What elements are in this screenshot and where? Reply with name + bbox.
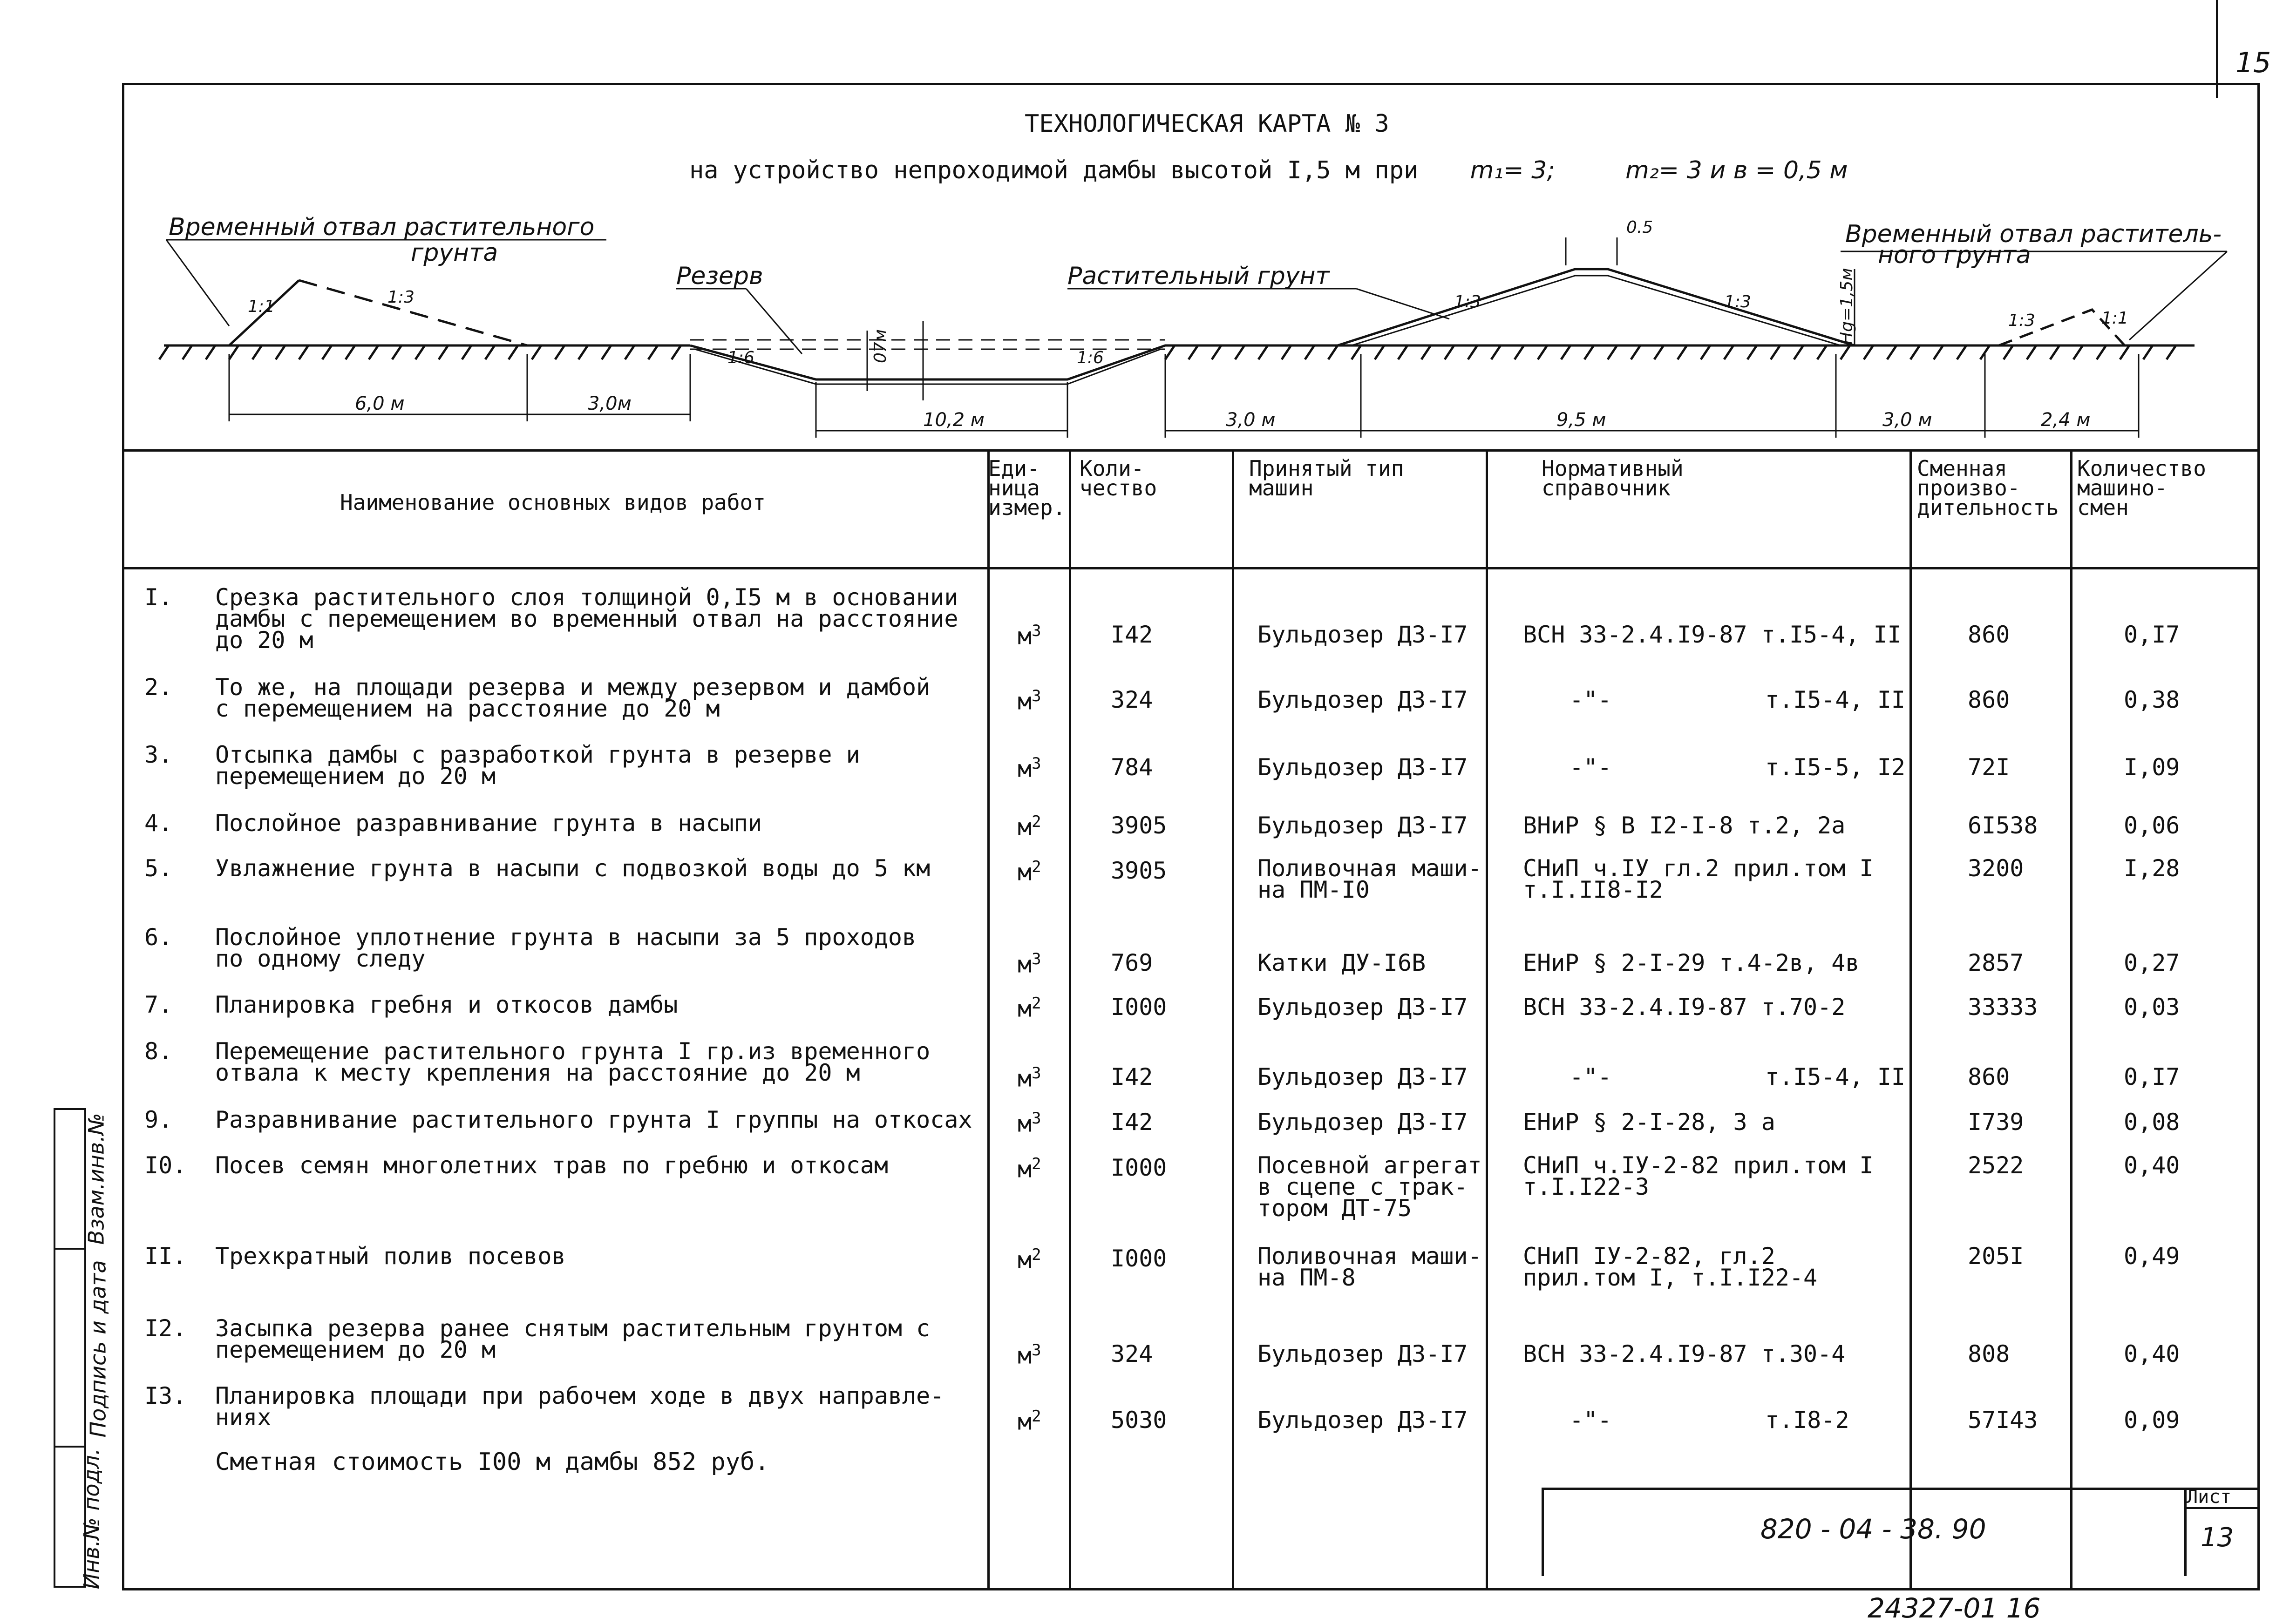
unit-power: 3 xyxy=(1032,754,1041,773)
header-unit: Еди- ница измер. xyxy=(988,456,1066,520)
slope-1-3-dam-right: 1:3 xyxy=(1724,292,1751,311)
footer-number: 24327-01 16 xyxy=(1868,1592,2041,1624)
quantity: I42 xyxy=(1111,1109,1153,1136)
machine-type: Поливочная маши- на ПМ-8 xyxy=(1257,1243,1482,1291)
unit-of-measure xyxy=(1018,1109,1041,1137)
machine-type: Бульдозер ДЗ-I7 xyxy=(1257,1109,1468,1136)
unit-of-measure xyxy=(1018,754,1041,783)
dim-3-left: 3,0м xyxy=(588,393,632,414)
row-number: I. xyxy=(144,584,173,611)
quantity: I000 xyxy=(1111,994,1167,1021)
col-divider-unit xyxy=(987,449,990,1590)
reserve-depth: 07м xyxy=(871,329,890,363)
shift-productivity: 860 xyxy=(1968,686,2010,713)
work-name: Перемещение растительного грунта I гр.из временного отвала к месту крепления на расстояние до 20 м xyxy=(215,1038,931,1086)
reference-a: СНиП IУ-2-82, гл.2 прил.том I, т.I.I22-4 xyxy=(1523,1243,1818,1291)
unit-power: 3 xyxy=(1032,950,1041,968)
reference-a: СНиП ч.IУ-2-82 прил.том I т.I.I22-3 xyxy=(1523,1152,1874,1200)
unit-base: м xyxy=(1018,1065,1032,1092)
unit-base: м xyxy=(1018,1246,1032,1274)
slope-1-6-a: 1:6 xyxy=(727,348,754,367)
dim-3-right: 3,0 м xyxy=(1882,409,1932,431)
unit-power: 3 xyxy=(1032,1109,1041,1128)
header-reference: Нормативный справочник xyxy=(1542,456,1684,501)
label-reserve: Резерв xyxy=(676,262,763,290)
unit-base: м xyxy=(1018,1110,1032,1137)
unit-power: 3 xyxy=(1032,1341,1041,1360)
row-number: 6. xyxy=(144,924,173,951)
reference-b: т.I8-2 xyxy=(1765,1407,1849,1434)
unit-base: м xyxy=(1018,688,1032,715)
label-topsoil: Растительный грунт xyxy=(1067,262,1330,290)
shift-productivity: I739 xyxy=(1968,1109,2024,1136)
quantity: 5030 xyxy=(1111,1407,1167,1434)
machine-shifts: I,28 xyxy=(2124,855,2180,882)
side-label-vzam: Взам.инв.№ xyxy=(83,1113,109,1245)
subtitle-prefix: на устройство непроходимой дамбы высотой I,5 м при xyxy=(689,156,1419,184)
dim-10-2: 10,2 м xyxy=(923,409,985,431)
unit-power: 3 xyxy=(1032,1064,1041,1083)
unit-base: м xyxy=(1018,1156,1032,1183)
col-divider-machine xyxy=(1232,449,1234,1590)
reference-b: т.I5-4, II xyxy=(1765,686,1906,713)
row-number: 5. xyxy=(144,855,173,882)
slope-1-1-left: 1:1 xyxy=(248,297,275,316)
reference-a: -"- xyxy=(1570,1407,1612,1434)
machine-shifts: 0,40 xyxy=(2124,1340,2180,1367)
table-header-divider xyxy=(122,567,2260,569)
unit-base: м xyxy=(1018,755,1032,783)
shift-productivity: 3200 xyxy=(1968,855,2024,882)
work-name: Планировка площади при рабочем ходе в двух направле- ниях xyxy=(215,1382,944,1431)
unit-of-measure xyxy=(1018,858,1041,886)
quantity: I000 xyxy=(1111,1245,1167,1272)
work-name: Трехкратный полив посевов xyxy=(215,1243,566,1270)
machine-shifts: I,09 xyxy=(2124,754,2180,781)
work-name: Отсыпка дамбы с разработкой грунта в резерве и перемещением до 20 м xyxy=(215,741,860,790)
header-name: Наименование основных видов работ xyxy=(340,490,766,515)
machine-shifts: 0,03 xyxy=(2124,994,2180,1021)
unit-of-measure xyxy=(1018,1407,1041,1435)
quantity: 3905 xyxy=(1111,812,1167,839)
sheet-corner-number: 15 xyxy=(2235,47,2271,79)
unit-of-measure xyxy=(1018,994,1041,1022)
machine-type: Бульдозер ДЗ-I7 xyxy=(1257,621,1468,648)
shift-productivity: 205I xyxy=(1968,1243,2024,1270)
quantity: 324 xyxy=(1111,1340,1153,1367)
unit-of-measure xyxy=(1018,1245,1041,1274)
machine-type: Бульдозер ДЗ-I7 xyxy=(1257,1063,1468,1090)
work-name: Срезка растительного слоя толщиной 0,I5 м в основании дамбы с перемещением во временный отвал на расстояние до 20 м xyxy=(215,584,958,654)
machine-type: Катки ДУ-I6В xyxy=(1257,949,1426,976)
quantity: I42 xyxy=(1111,621,1153,648)
reference-a: ЕНиР § 2-I-28, 3 а xyxy=(1523,1109,1775,1136)
row-number: 4. xyxy=(144,810,173,837)
quantity: I42 xyxy=(1111,1063,1153,1090)
dim-6: 6,0 м xyxy=(355,393,405,414)
unit-base: м xyxy=(1018,1342,1032,1369)
reference-b: т.I5-5, I2 xyxy=(1765,754,1906,781)
row-number: 2. xyxy=(144,674,173,701)
reference-a: -"- xyxy=(1570,686,1612,713)
header-shifts: Количество машино- смен xyxy=(2077,456,2206,520)
machine-type: Бульдозер ДЗ-I7 xyxy=(1257,994,1468,1021)
dam-height: Hg=1,5м xyxy=(1837,268,1856,345)
col-divider-qty xyxy=(1069,449,1071,1590)
dim-2-4: 2,4 м xyxy=(2041,409,2091,431)
reference-a: СНиП ч.IУ гл.2 прил.том I т.I.II8-I2 xyxy=(1523,855,1874,903)
reference-a: ВСН 33-2.4.I9-87 т.70-2 xyxy=(1523,994,1846,1021)
label-temp-dump-left-2: грунта xyxy=(411,239,498,267)
reference-a: ВСН 33-2.4.I9-87 т.30-4 xyxy=(1523,1340,1846,1367)
machine-type: Бульдозер ДЗ-I7 xyxy=(1257,686,1468,713)
label-temp-dump-right-2: ного грунта xyxy=(1878,241,2031,269)
unit-base: м xyxy=(1018,859,1032,886)
unit-power: 3 xyxy=(1032,687,1041,705)
side-divider-1 xyxy=(54,1248,86,1250)
unit-of-measure xyxy=(1018,687,1041,715)
unit-base: м xyxy=(1018,623,1032,650)
slope-1-6-b: 1:6 xyxy=(1077,348,1104,367)
dim-9-5: 9,5 м xyxy=(1556,409,1606,431)
unit-of-measure xyxy=(1018,1064,1041,1092)
machine-shifts: 0,09 xyxy=(2124,1407,2180,1434)
row-number: I2. xyxy=(144,1315,187,1342)
reference-a: -"- xyxy=(1570,1063,1612,1090)
machine-shifts: 0,40 xyxy=(2124,1152,2180,1179)
side-label-podpis: Подпись и дата xyxy=(85,1260,111,1438)
slope-1-3-left: 1:3 xyxy=(387,288,414,307)
work-name: Посев семян многолетних трав по гребню и откосам xyxy=(215,1152,888,1179)
shift-productivity: 57I43 xyxy=(1968,1407,2038,1434)
row-number: II. xyxy=(144,1243,187,1270)
machine-type: Бульдозер ДЗ-I7 xyxy=(1257,812,1468,839)
unit-of-measure xyxy=(1018,950,1041,978)
unit-base: м xyxy=(1018,951,1032,978)
row-number: 3. xyxy=(144,741,173,768)
shift-productivity: 2522 xyxy=(1968,1152,2024,1179)
reference-a: ЕНиР § 2-I-29 т.4-2в, 4в xyxy=(1523,949,1860,976)
subtitle-m1: m₁= 3; xyxy=(1470,156,1555,184)
work-name: Увлажнение грунта в насыпи с подвозкой воды до 5 км xyxy=(215,855,931,882)
row-number: 8. xyxy=(144,1038,173,1065)
reference-a: ВСН 33-2.4.I9-87 т.I5-4, II xyxy=(1523,621,1902,648)
shift-productivity: 2857 xyxy=(1968,949,2024,976)
machine-type: Бульдозер ДЗ-I7 xyxy=(1257,1340,1468,1367)
reference-a: ВНиР § В I2-I-8 т.2, 2а xyxy=(1523,812,1846,839)
slope-1-3-dam-left: 1:3 xyxy=(1454,292,1481,311)
unit-of-measure xyxy=(1018,1155,1041,1183)
row-number: 7. xyxy=(144,991,173,1018)
subtitle-m2: m₂= 3 и в = 0,5 м xyxy=(1625,156,1848,184)
stamp-sheet-number: 13 xyxy=(2201,1522,2234,1553)
unit-power: 2 xyxy=(1032,858,1041,876)
col-divider-shifts xyxy=(2070,449,2072,1590)
shift-productivity: 6I538 xyxy=(1968,812,2038,839)
work-name: То же, на площади резерва и между резервом и дамбой с перемещением на расстояние до 20 м xyxy=(215,674,931,722)
quantity: 3905 xyxy=(1111,857,1167,884)
slope-1-3-right: 1:3 xyxy=(2008,311,2035,330)
unit-of-measure xyxy=(1018,622,1041,650)
reference-a: -"- xyxy=(1570,754,1612,781)
work-name: Разравнивание растительного грунта I группы на откосах xyxy=(215,1106,972,1133)
unit-base: м xyxy=(1018,995,1032,1022)
unit-power: 3 xyxy=(1032,622,1041,640)
col-divider-reference xyxy=(1486,449,1488,1590)
unit-power: 2 xyxy=(1032,1245,1041,1264)
work-name: Засыпка резерва ранее снятым растительным грунтом с перемещением до 20 м xyxy=(215,1315,931,1363)
row-number: 9. xyxy=(144,1106,173,1133)
header-qty: Коли- чество xyxy=(1080,456,1157,501)
unit-power: 2 xyxy=(1032,994,1041,1013)
machine-shifts: 0,06 xyxy=(2124,812,2180,839)
page-title: ТЕХНОЛОГИЧЕСКАЯ КАРТА № 3 xyxy=(1025,110,1389,138)
machine-shifts: 0,49 xyxy=(2124,1243,2180,1270)
work-name: Послойное разравнивание грунта в насыпи xyxy=(215,810,762,837)
page-subtitle xyxy=(689,156,1848,184)
estimate-note: Сметная стоимость I00 м дамбы 852 руб. xyxy=(215,1448,769,1476)
row-number: I3. xyxy=(144,1382,187,1409)
label-temp-dump-right: Временный отвал раститель- xyxy=(1845,220,2222,248)
side-divider-2 xyxy=(54,1446,86,1448)
unit-power: 2 xyxy=(1032,812,1041,831)
shift-productivity: 860 xyxy=(1968,1063,2010,1090)
unit-power: 2 xyxy=(1032,1407,1041,1426)
shift-productivity: 72I xyxy=(1968,754,2010,781)
dam-cross-section xyxy=(122,196,2260,447)
quantity: 784 xyxy=(1111,754,1153,781)
machine-shifts: 0,08 xyxy=(2124,1109,2180,1136)
quantity: I000 xyxy=(1111,1154,1167,1181)
shift-productivity: 33333 xyxy=(1968,994,2038,1021)
unit-base: м xyxy=(1018,1408,1032,1435)
machine-shifts: 0,I7 xyxy=(2124,1063,2180,1090)
col-divider-productivity xyxy=(1909,449,1912,1590)
shift-productivity: 808 xyxy=(1968,1340,2010,1367)
machine-type: Посевной агрегат в сцепе с трак- тором ДТ-75 xyxy=(1257,1152,1482,1222)
row-number: I0. xyxy=(144,1152,187,1179)
stamp-sheet-label: Лист xyxy=(2187,1486,2232,1508)
slope-1-1-right: 1:1 xyxy=(2101,309,2128,328)
machine-type: Бульдозер ДЗ-I7 xyxy=(1257,1407,1468,1434)
header-productivity: Сменная произво- дительность xyxy=(1917,456,2059,520)
dim-3-mid: 3,0 м xyxy=(1226,409,1276,431)
machine-shifts: 0,38 xyxy=(2124,686,2180,713)
unit-of-measure xyxy=(1018,812,1041,841)
quantity: 324 xyxy=(1111,686,1153,713)
unit-base: м xyxy=(1018,813,1032,841)
work-name: Планировка гребня и откосов дамбы xyxy=(215,991,678,1018)
header-machine: Принятый тип машин xyxy=(1249,456,1404,501)
unit-power: 2 xyxy=(1032,1155,1041,1173)
side-label-inv: Инв.№ подл. xyxy=(79,1448,104,1590)
diagram-table-divider xyxy=(122,449,2260,452)
machine-type: Бульдозер ДЗ-I7 xyxy=(1257,754,1468,781)
shift-productivity: 860 xyxy=(1968,621,2010,648)
quantity: 769 xyxy=(1111,949,1153,976)
unit-of-measure xyxy=(1018,1341,1041,1369)
work-name: Послойное уплотнение грунта в насыпи за 5 проходов по одному следу xyxy=(215,924,917,972)
machine-type: Поливочная маши- на ПМ-I0 xyxy=(1257,855,1482,903)
stamp-doc-code: 820 - 04 - 38. 90 xyxy=(1760,1513,1986,1545)
label-temp-dump-left: Временный отвал растительного xyxy=(169,213,595,241)
machine-shifts: 0,27 xyxy=(2124,949,2180,976)
crest-width: 0.5 xyxy=(1626,218,1653,237)
reference-b: т.I5-4, II xyxy=(1765,1063,1906,1090)
machine-shifts: 0,I7 xyxy=(2124,621,2180,648)
